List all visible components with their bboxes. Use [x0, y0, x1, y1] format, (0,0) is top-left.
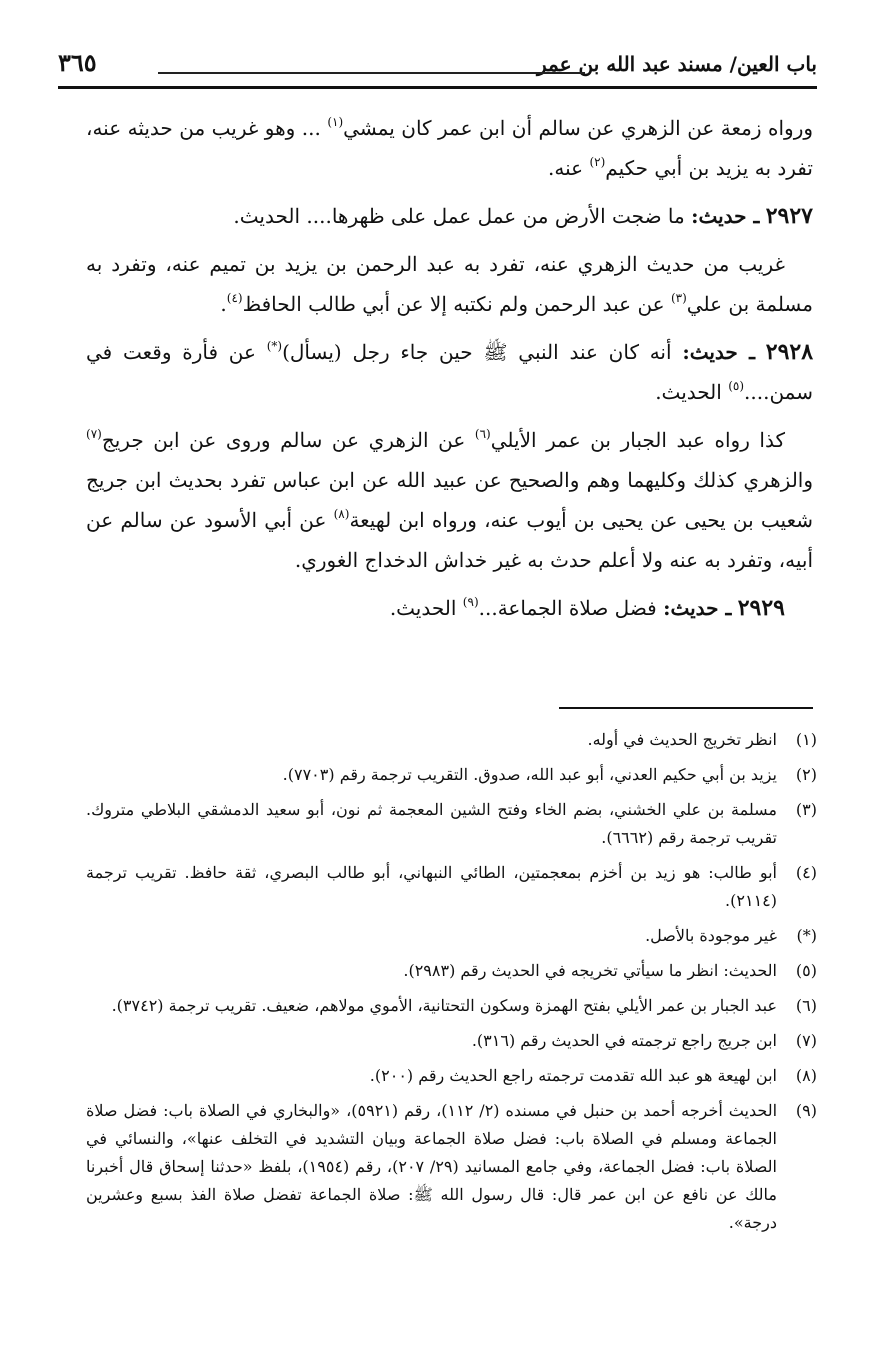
footnote-number: (٨) [795, 1066, 817, 1085]
paragraph-zamaa [86, 108, 813, 188]
hadith-number: ٢٩٢٩ [737, 595, 785, 621]
footnote-text: مسلمة بن علي الخشني، بضم الخاء وفتح الشين المعجمة ثم نون، أبو سعيد الدمشقي البلاطي متروك. تقريب ترجمة رقم (٦٦٦٢). [86, 800, 778, 847]
footnote-number: (٦) [795, 996, 817, 1015]
footnote-number: (*) [796, 926, 817, 945]
footnote-separator [559, 707, 813, 709]
footnote-item [86, 957, 817, 985]
footnote-number: (٩) [795, 1101, 817, 1120]
footnote-ref[interactable]: (٩) [462, 595, 479, 609]
hadith-number: ٢٩٢٨ [765, 339, 814, 365]
footnote-item [86, 1027, 817, 1055]
hadith-text: أنه كان عند النبي ﷺ حين جاء رجل (يسأل) [282, 340, 672, 364]
footnote-text: ابن لهيعة هو عبد الله تقدمت ترجمته راجع الحديث رقم (٢٠٠). [369, 1066, 777, 1085]
footnote-item [86, 761, 817, 789]
main-text [86, 108, 813, 636]
hadith-2928 [86, 332, 813, 412]
footnote-text: الحديث أخرجه أحمد بن حنبل في مسنده (٢/ ١١٢)، رقم (٥٩٢١)، «والبخاري في الصلاة باب: فضل صلاة الجماعة ومسلم في الصلاة باب: فضل صلاة الجماعة وبيان التشديد في التخلف عنها»، والنسائي في الصلاة باب: فضل الجماعة، وفي جامع المسانيد (٢٩/ ٢٠٧)، رقم (١٩٥٤)، بلفظ «حدثنا إسحاق قال أخبرنا مالك عن نافع عن ابن عمر قال: قال رسول الله ﷺ: صلاة الجماعة تفضل صلاة الفذ بسبع وعشرين درجة». [86, 1101, 778, 1232]
footnote-ref[interactable]: (٦) [474, 427, 491, 441]
text-run: عن الزهري عن سالم وروى عن ابن جريج [101, 428, 466, 452]
hadith-2927 [86, 196, 813, 236]
hadith-text: عن فأرة وقعت في سمن.... [86, 340, 813, 404]
text-run: عنه. [548, 156, 584, 180]
hadith-text: ما ضجت الأرض من عمل عمل على ظهرها.... الحديث. [233, 204, 685, 228]
footnote-text: الحديث: انظر ما سيأتي تخريجه في الحديث رقم (٢٩٨٣). [403, 961, 777, 980]
footnote-text: يزيد بن أبي حكيم العدني، أبو عبد الله، صدوق. التقريب ترجمة رقم (٧٧٠٣). [282, 765, 777, 784]
footnote-ref[interactable]: (*) [266, 339, 283, 353]
footnote-item [86, 796, 817, 852]
footnote-item [86, 1062, 817, 1090]
header-leader-line [158, 72, 585, 74]
footnote-item [86, 859, 817, 915]
hadith-text: فضل صلاة الجماعة... [478, 596, 657, 620]
footnote-ref[interactable]: (٤) [226, 291, 243, 305]
footnote-ref[interactable]: (٣) [670, 291, 687, 305]
hadith-label: ـ حديث: [691, 204, 760, 228]
footnote-item [86, 726, 817, 754]
text-run: . [220, 292, 227, 316]
hadith-label: ـ حديث: [682, 340, 755, 364]
footnote-number: (٢) [795, 765, 817, 784]
text-run: ورواه زمعة عن الزهري عن سالم أن ابن عمر كان يمشي [343, 116, 814, 140]
text-run: عن أبي الأسود عن سالم عن أبيه، وتفرد به عنه ولا أعلم حدث به غير خداش الدخداج الغوري. [86, 508, 813, 572]
footnote-ref[interactable]: (٧) [86, 427, 102, 441]
text-run: كذا رواه عبد الجبار بن عمر الأيلي [490, 428, 786, 452]
footnote-number: (٣) [795, 800, 817, 819]
hadith-label: ـ حديث: [663, 596, 732, 620]
footnote-ref[interactable]: (٢) [589, 155, 606, 169]
footnote-item [86, 992, 817, 1020]
hadith-number: ٢٩٢٧ [765, 203, 813, 229]
footnote-ref[interactable]: (٥) [728, 379, 745, 393]
text-run: ... وهو غريب من حديثه عنه، تفرد به يزيد بن أبي حكيم [86, 116, 813, 180]
footnote-ref[interactable]: (١) [327, 115, 344, 129]
footnote-number: (٧) [795, 1031, 817, 1050]
text-run: غريب من حديث الزهري عنه، تفرد به عبد الرحمن بن يزيد بن تميم عنه، وتفرد به مسلمة بن علي [86, 252, 813, 316]
footnote-number: (٤) [795, 863, 817, 882]
paragraph-kadha [86, 420, 813, 580]
footnote-item [86, 1097, 817, 1237]
text-run: والزهري كذلك وكليهما وهم والصحيح عن عبيد الله عن ابن عباس تفرد بحديث ابن جريج شعيب بن يحيى عن يحيى بن أيوب عنه، ورواه ابن لهيعة [86, 468, 813, 532]
footnotes [86, 726, 817, 1244]
footnote-text: ابن جريج راجع ترجمته في الحديث رقم (٣١٦). [471, 1031, 777, 1050]
footnote-text: أبو طالب: هو زيد بن أخزم بمعجمتين، الطائي النبهاني، أبو طالب البصري، ثقة حافظ. تقريب ترجمة (٢١١٤). [86, 863, 777, 910]
page-number: ٣٦٥ [58, 48, 97, 77]
footnote-text: غير موجودة بالأصل. [645, 926, 777, 945]
footnote-item [86, 922, 817, 950]
chapter-title: باب العين/ مسند عبد الله بن عمر [537, 52, 817, 76]
hadith-2929 [86, 588, 813, 628]
header-rule [58, 86, 817, 89]
text-run: عن عبد الرحمن ولم نكتبه إلا عن أبي طالب الحافظ [242, 292, 665, 316]
hadith-text: الحديث. [389, 596, 457, 620]
footnote-number: (١) [795, 730, 817, 749]
running-header [58, 46, 817, 86]
footnote-number: (٥) [795, 961, 817, 980]
paragraph-gharib [86, 244, 813, 324]
hadith-text: الحديث. [655, 380, 722, 404]
footnote-text: انظر تخريج الحديث في أوله. [587, 730, 777, 749]
footnote-ref[interactable]: (٨) [333, 507, 350, 521]
footnote-text: عبد الجبار بن عمر الأيلي بفتح الهمزة وسكون التحتانية، الأموي مولاهم، ضعيف. تقريب ترجمة (٣٧٤٢). [111, 996, 777, 1015]
